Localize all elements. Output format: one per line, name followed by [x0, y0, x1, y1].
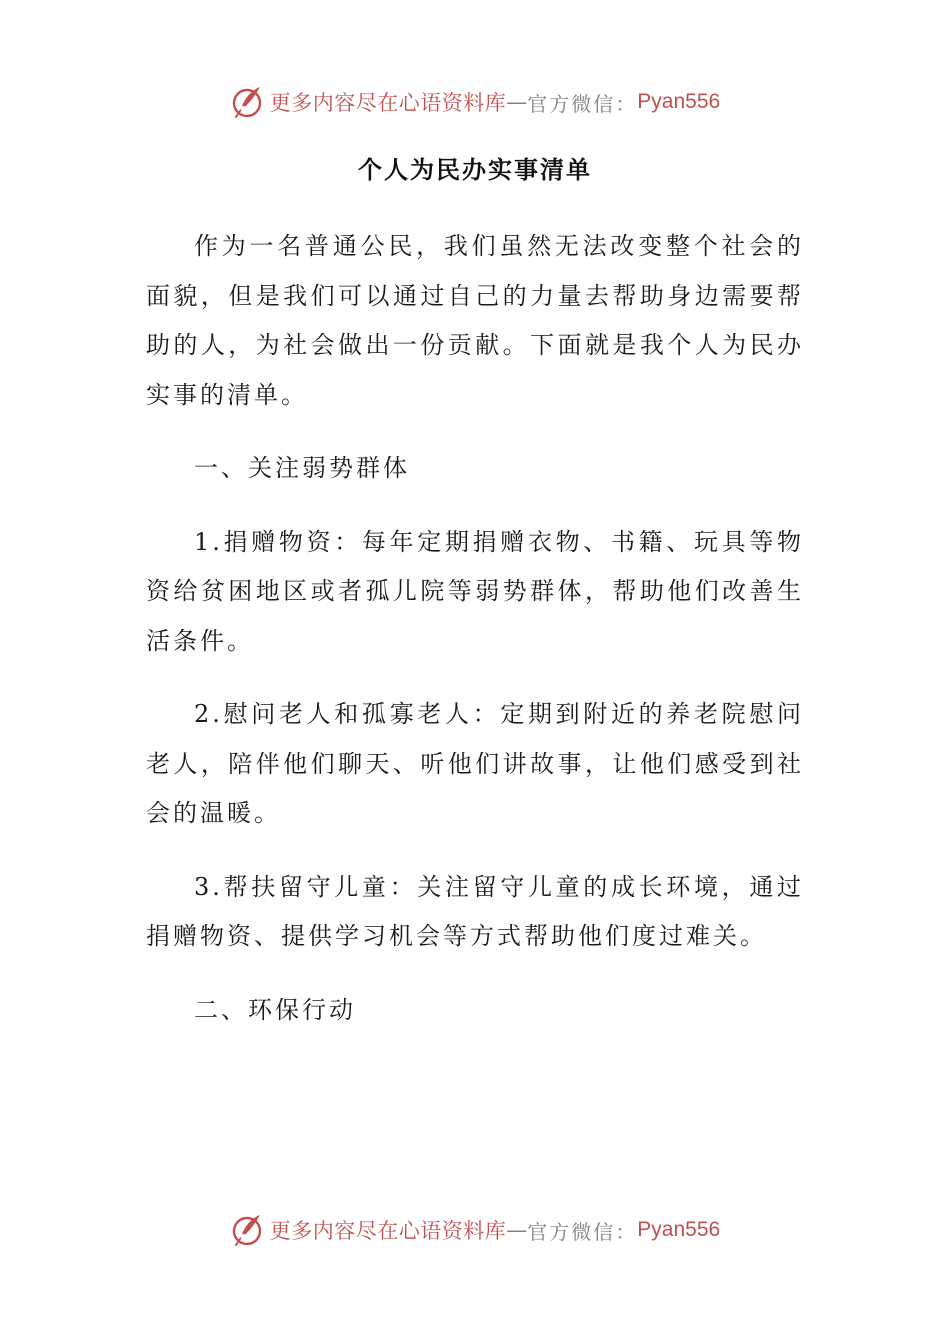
section-heading-1: 一、关注弱势群体 [194, 454, 410, 482]
footer-brand-text: 更多内容尽在心语资料库 [269, 1219, 507, 1243]
footer-wechat-label: 官方微信： [527, 1219, 638, 1244]
document-body [146, 222, 804, 1035]
list-item-1: 1.捐赠物资：每年定期捐赠衣物、书籍、玩具等物资给贫困地区或者孤儿院等弱势群体，帮助他们改善生活条件。 [146, 527, 804, 655]
feather-logo-icon [230, 84, 266, 120]
header-separator: — [506, 90, 528, 114]
header-wechat-id: Pyan556 [637, 90, 721, 113]
list-item-3: 3.帮扶留守儿童：关注留守儿童的成长环境，通过捐赠物资、提供学习机会等方式帮助他们度过难关。 [146, 872, 804, 950]
document-title: 个人为民办实事清单 [358, 155, 592, 184]
list-item-2: 2.慰问老人和孤寡老人：定期到附近的养老院慰问老人，陪伴他们聊天、听他们讲故事，让他们感受到社会的温暖。 [146, 700, 804, 827]
intro-paragraph: 作为一名普通公民，我们虽然无法改变整个社会的面貌，但是我们可以通过自己的力量去帮助身边需要帮助的人，为社会做出一份贡献。下面就是我个人为民办实事的清单。 [146, 232, 804, 409]
header-wechat-label: 官方微信： [527, 91, 638, 116]
section-heading-2: 二、环保行动 [194, 995, 356, 1024]
header-brand-text: 更多内容尽在心语资料库 [269, 91, 507, 115]
header-watermark-banner [0, 82, 950, 122]
footer-watermark-banner [0, 1210, 950, 1250]
feather-logo-icon [230, 1212, 266, 1248]
footer-separator: — [506, 1218, 528, 1242]
footer-wechat-id: Pyan556 [637, 1218, 721, 1241]
